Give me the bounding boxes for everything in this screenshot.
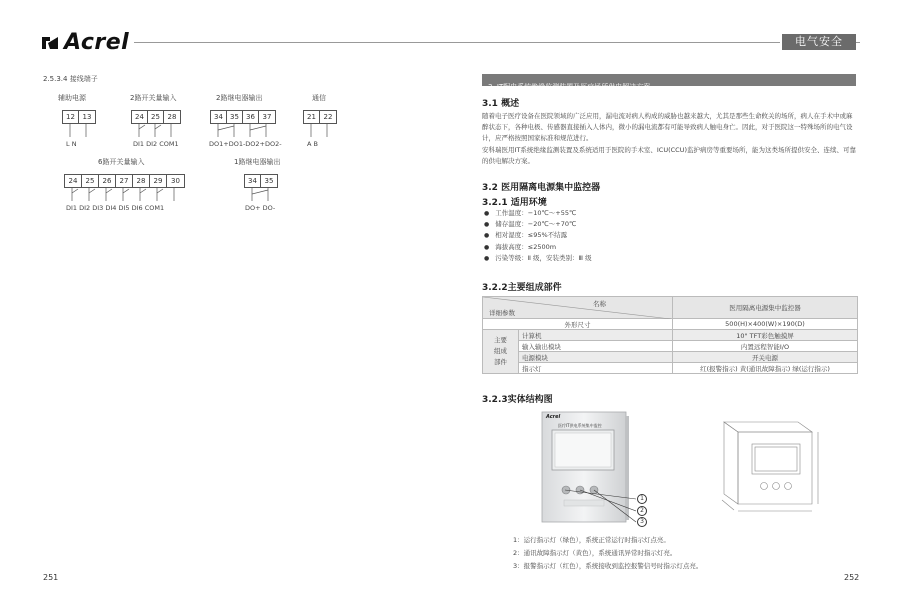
- environment-list: [484, 208, 592, 264]
- terminal-wires: [244, 187, 278, 203]
- chapter-title: 3. IT配电系统绝缘监测装置及医疗场所供电解决方案: [488, 83, 651, 91]
- terminal-cell: 26: [99, 175, 116, 187]
- header-product: 医用隔离电源集中监控器: [673, 297, 858, 319]
- device-outline-drawing: [720, 416, 830, 516]
- group-label: 主要 组成 部件: [483, 330, 519, 374]
- brand-name: Acrel: [64, 30, 130, 55]
- terminal-label: 辅助电源: [58, 94, 86, 102]
- components-table: [482, 296, 858, 374]
- table-row: [483, 319, 858, 330]
- component-name: 计算机: [519, 330, 673, 341]
- component-value: 10" TFT彩色触摸屏: [673, 330, 858, 341]
- section-heading: 2.5.3.4 接线端子: [43, 75, 98, 83]
- terminal-cell: 27: [116, 175, 133, 187]
- section-3-2-title: 3.2 医用隔离电源集中监控器: [482, 183, 601, 193]
- component-value: 内置远程智能I/O: [673, 341, 858, 352]
- list-item: ● 污染等级：Ⅱ 级，安装类别：Ⅲ 级: [484, 253, 592, 264]
- diagonal-header-cell: [483, 297, 673, 319]
- acrel-logo-icon: [40, 33, 60, 53]
- page-number-left: 251: [43, 573, 59, 582]
- table-row: [483, 330, 858, 341]
- terminal-cell: 24: [132, 111, 148, 123]
- terminal-cell: 35: [227, 111, 243, 123]
- terminal-label: 2路开关量输入: [130, 94, 177, 102]
- header-rule-end: [856, 42, 860, 43]
- terminal-cell: 28: [167, 113, 177, 121]
- terminal-cell: 25: [82, 175, 99, 187]
- section-tab: 电气安全: [782, 34, 856, 50]
- callout-3: 3: [637, 517, 647, 527]
- section-3-1-title: 3.1 概述: [482, 99, 520, 109]
- terminal-cell: 21: [304, 111, 320, 123]
- header-rule: [134, 42, 780, 43]
- terminal-bottom-label: L N: [66, 140, 77, 148]
- terminal-block: [210, 110, 276, 124]
- header-name: 名称: [593, 300, 606, 308]
- terminal-cell: 29: [150, 175, 167, 187]
- header-param: 详细参数: [489, 309, 515, 317]
- terminal-cell: 34: [245, 175, 261, 187]
- overview-paragraph-1: 随着电子医疗设备在医院领域的广泛应用，漏电流对病人构成的威胁也越来越大，尤其是那些生命攸关的场所，病人在手术中或麻醉状态下，各种电极、传感器直接插入人体内，微小的漏电流都有可能导致病人触电身亡。因此，对于医院这一特殊场所的电气设计，应严格按照国家标准和规范进行。: [482, 112, 853, 142]
- terminal-cell: 30: [171, 177, 180, 185]
- legend-item: 1：运行指示灯（绿色），系统正常运行时指示灯点亮。: [513, 536, 670, 544]
- terminal-cell: 34: [211, 111, 227, 123]
- table-row: [483, 341, 858, 352]
- terminal-bottom-label: DO1+DO1-DO2+DO2-: [209, 140, 282, 148]
- terminal-label: 6路开关量输入: [98, 158, 145, 166]
- device-sketch-svg: [720, 416, 830, 516]
- device-screen-title: 医疗IT供电系统集中监控: [558, 423, 602, 428]
- list-item: ● 相对湿度：≤95%不结露: [484, 230, 592, 241]
- terminal-bottom-label: A B: [307, 140, 318, 148]
- section-3-2-2-title: 3.2.2主要组成部件: [482, 283, 562, 293]
- terminal-cell: 37: [262, 113, 272, 121]
- component-name: 输入输出模块: [519, 341, 673, 352]
- device-brand: Acrel: [546, 414, 561, 420]
- size-label: 外形尺寸: [483, 319, 673, 330]
- terminal-block: [62, 110, 96, 124]
- terminal-label: 2路继电器输出: [216, 94, 263, 102]
- table-row: [483, 363, 858, 374]
- terminal-cell: 22: [323, 113, 333, 121]
- legend-item: 3：报警指示灯（红色），系统接收到监控报警信号时指示灯点亮。: [513, 562, 703, 570]
- size-value: 500(H)×400(W)×190(D): [673, 319, 858, 330]
- terminal-block: [64, 174, 185, 188]
- table-header-row: [483, 297, 858, 319]
- terminal-cell: 36: [243, 111, 259, 123]
- callout-lines: [560, 480, 640, 526]
- component-value: 开关电源: [673, 352, 858, 363]
- terminal-label: 1路继电器输出: [234, 158, 281, 166]
- terminal-block: [131, 110, 181, 124]
- callout-2: 2: [637, 506, 647, 516]
- list-item: ● 工作温度：−10℃～+55℃: [484, 208, 592, 219]
- terminal-cell: 25: [148, 111, 164, 123]
- component-value: 红(报警指示) 黄(通讯故障指示) 绿(运行指示): [673, 363, 858, 374]
- section-3-2-1-title: 3.2.1 适用环境: [482, 198, 547, 208]
- terminal-cell: 12: [63, 111, 79, 123]
- page-number-right: 252: [844, 573, 860, 582]
- terminal-wires: [210, 123, 278, 139]
- legend-item: 2：通讯故障指示灯（黄色），系统通讯异常时指示灯亮。: [513, 549, 677, 557]
- terminal-block: [303, 110, 337, 124]
- terminal-cell: 35: [264, 177, 274, 185]
- terminal-cell: 28: [133, 175, 150, 187]
- callout-1: 1: [637, 494, 647, 504]
- terminal-wires: [131, 123, 183, 139]
- brand-logo: [40, 30, 129, 55]
- terminal-wires: [64, 187, 186, 203]
- component-name: 电源模块: [519, 352, 673, 363]
- terminal-label: 通信: [312, 94, 326, 102]
- terminal-bottom-label: DI1 DI2 DI3 DI4 DI5 DI6 COM1: [66, 204, 165, 212]
- terminal-cell: 24: [65, 175, 82, 187]
- terminal-block: [244, 174, 278, 188]
- overview-paragraph-2: 安科瑞医用IT系统绝缘监测装置及系统适用于医院的手术室、ICU(CCU)监护病房等重要场所，能为这类场所提供安全、连续、可靠的供电解决方案。: [482, 146, 857, 165]
- terminal-bottom-label: DO+ DO-: [245, 204, 276, 212]
- chapter-title-bar: [482, 74, 856, 91]
- list-item: ● 海拔高度：≤2500m: [484, 242, 592, 253]
- list-item: ● 储存温度：−20℃～+70℃: [484, 219, 592, 230]
- terminal-wires: [303, 123, 337, 139]
- table-row: [483, 352, 858, 363]
- terminal-bottom-label: DI1 DI2 COM1: [133, 140, 179, 148]
- section-3-2-3-title: 3.2.3实体结构图: [482, 395, 553, 405]
- terminal-cell: 13: [82, 113, 92, 121]
- terminal-wires: [62, 123, 96, 139]
- component-name: 指示灯: [519, 363, 673, 374]
